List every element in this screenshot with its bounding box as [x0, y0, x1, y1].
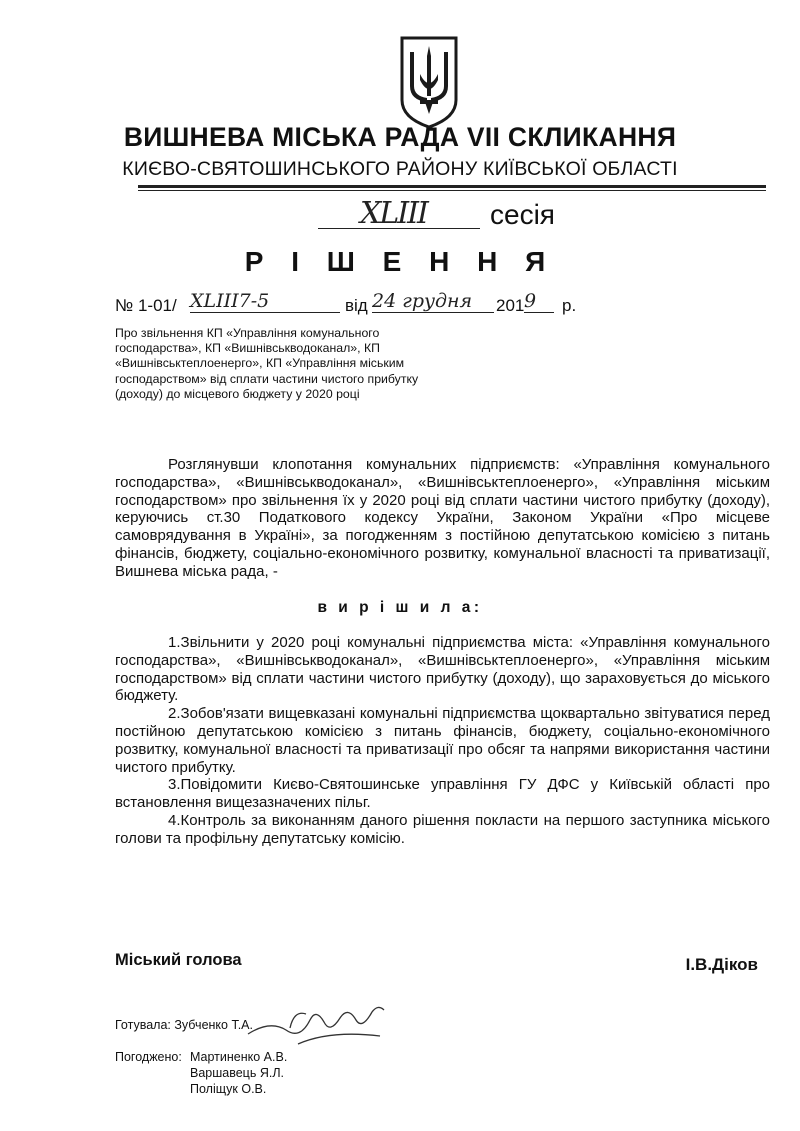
session-number: XLIII — [360, 196, 427, 231]
resolved-heading: в и р і ш и л а: — [317, 599, 483, 616]
document-title: Р І Ш Е Н Н Я — [244, 246, 556, 277]
decision-number-field — [190, 290, 340, 312]
session-label: сесія — [490, 199, 555, 230]
council-name: ВИШНЕВА МІСЬКА РАДА VII СКЛИКАННЯ — [123, 122, 677, 152]
preamble — [115, 456, 770, 581]
handwritten-signature-icon — [240, 1000, 390, 1050]
year-suffix: р. — [562, 296, 577, 315]
decision-points — [115, 634, 770, 848]
agreed-label: Погоджено: — [115, 1050, 182, 1064]
agreed-name: Поліщук О.В. — [190, 1082, 267, 1096]
decision-point: 3.Повідомити Києво-Святошинське управління ГУ ДФС у Київській області про встановлення вищезазначених пільг. — [115, 776, 770, 812]
header-rule — [138, 185, 766, 188]
decision-point: 1.Звільнити у 2020 році комунальні підприємства міста: «Управління комунального господарства», «Вишнівськводоканал», «Вишнівськтеплоенерго», «Управління міським господарством» від сплати частини чистого прибутку (доходу), що зараховується до міського бюджету. — [115, 634, 770, 705]
decision-number-prefix: № 1-01/ — [115, 296, 177, 315]
decision-point: 2.Зобов'язати вищевказані комунальні підприємства щоквартально звітуватися перед постійною депутатською комісією з питань фінансів, бюджету, соціально-економічного розвитку, комунальної власності та приватизації про обсяг та напрями використання частини чистого прибутку. — [115, 705, 770, 776]
decision-number-value: XLIII7-5 — [190, 290, 340, 313]
decision-point: 4.Контроль за виконанням даного рішення покласти на першого заступника міського голови та профільну депутатську комісію. — [115, 811, 770, 847]
district-name: КИЄВО-СВЯТОШИНСЬКОГО РАЙОНУ КИЇВСЬКОЇ ОБЛАСТІ — [122, 158, 678, 180]
mayor-title: Міський голова — [115, 951, 242, 969]
year-digit-field — [524, 290, 554, 313]
mayor-name: І.В.Діков — [685, 955, 758, 974]
year-prefix: 201 — [496, 296, 525, 315]
date-prefix: від — [345, 296, 368, 315]
date-value: 24 грудня — [372, 290, 494, 313]
year-digit: 9 — [524, 290, 554, 313]
preamble-text: Розглянувши клопотання комунальних підприємств: «Управління комунального господарства», «Вишнівськводоканал», «Вишнівськтеплоенерго», «Управління міським господарством» про звільнення їх у 2020 році від сплати частини чистого прибутку (доходу), керуючись ст.30 Податкового кодексу України, Законом України «Про місцеве самоврядування в Україні», за погодженням з постійною депутатською комісією з питань фінансів, бюджету, соціально-економічного розвитку, комунальної власності та приватизації, Вишнева міська рада, - — [115, 456, 770, 580]
header-rule-thin — [138, 190, 766, 191]
agreed-name: Варшавець Я.Л. — [190, 1066, 284, 1080]
decision-subject: Про звільнення КП «Управління комунального господарства», КП «Вишнівськводоканал», КП «Вишнівськтеплоенерго», КП «Управління міським господарством» від сплати частини чистого прибутку (доходу) до місцевого бюджету у 2020 році — [115, 326, 419, 401]
prepared-by: Готувала: Зубченко Т.А. — [115, 1018, 253, 1032]
date-field — [372, 290, 494, 313]
agreed-name: Мартиненко А.В. — [190, 1050, 288, 1064]
coat-of-arms-trident-icon — [398, 34, 460, 130]
